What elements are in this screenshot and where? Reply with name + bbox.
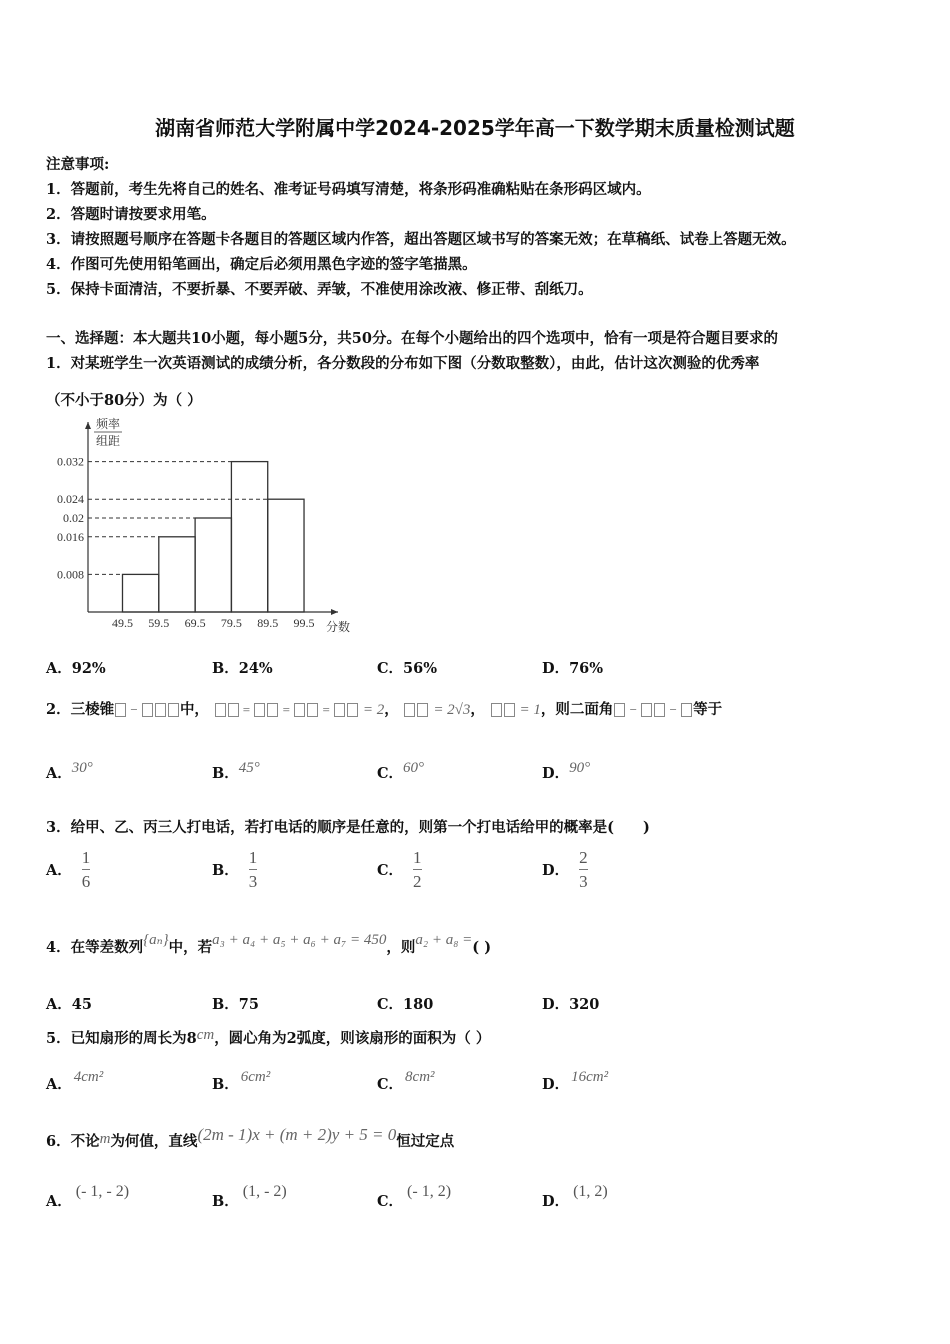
q5-option-a[interactable]: A． 4cm² [46,1069,104,1093]
q4-option-c[interactable]: C．180 [377,996,434,1013]
question-5-stem: 5．已知扇形的周长为8cm，圆心角为2弧度，则该扇形的面积为（ ） [46,1027,491,1047]
histogram-bar [195,518,231,612]
q2-option-d[interactable]: D．90° [542,760,591,782]
x-tick-label: 99.5 [293,616,315,630]
question-6-stem: 6．不论m为何值，直线(2m - 1)x + (m + 2)y + 5 = 0恒过定点 [46,1125,455,1150]
x-tick-label: 49.5 [111,616,133,630]
question-2-stem: 2．三棱锥 − 中， = = = = 2， = 2√3， = 1，则二面角 − − 等于 [46,701,723,718]
y-axis-arrow [85,422,91,429]
q3-option-b[interactable]: B． $\frac{1}{3}$ [212,848,258,891]
q2-option-c[interactable]: C．60° [377,760,425,782]
q4-option-b[interactable]: B．75 [212,996,259,1013]
y-tick-label: 0.032 [57,454,84,469]
q3-option-a[interactable]: A． $\frac{1}{6}$ [46,848,91,891]
x-axis-label: 分数 [326,620,350,634]
y-axis-label: 组距 [96,434,121,448]
notice-item: 4．作图可先使用铅笔画出，确定后必须用黑色字迹的签字笔描黑。 [46,256,477,273]
notice-item: 3．请按照题号顺序在答题卡各题目的答题区域内作答，超出答题区域书写的答案无效；在草稿纸、试卷上答题无效。 [46,231,796,248]
histogram-bar [159,537,195,612]
q1-option-d[interactable]: D．76% [542,660,604,677]
q5-option-b[interactable]: B． 6cm² [212,1069,271,1093]
y-tick-label: 0.02 [63,511,84,525]
q3-option-c[interactable]: C． $\frac{1}{2}$ [377,848,422,891]
q1-option-a[interactable]: A．92% [46,660,106,677]
y-tick-label: 0.024 [57,492,84,507]
q4-option-d[interactable]: D．320 [542,996,600,1013]
q5-option-d[interactable]: D． 16cm² [542,1069,609,1093]
histogram-bar [268,499,304,612]
page-title: 湖南省师范大学附属中学2024-2025学年高一下数学期末质量检测试题 [155,116,795,140]
q6-option-d[interactable]: D．(1, 2) [542,1183,608,1210]
x-tick-label: 59.5 [148,616,170,630]
q6-option-b[interactable]: B．(1, - 2) [212,1183,287,1210]
q2-eq2: = 2√3 [433,702,471,718]
q1-option-b[interactable]: B．24% [212,660,273,677]
question-3-stem: 3．给甲、乙、丙三人打电话，若打电话的顺序是任意的，则第一个打电话给甲的概率是( ) [46,819,650,836]
q3-option-d[interactable]: D． $\frac{2}{3}$ [542,848,588,891]
x-tick-label: 69.5 [184,616,206,630]
notice-item: 2．答题时请按要求用笔。 [46,206,216,223]
q6-option-c[interactable]: C．(- 1, 2) [377,1183,452,1210]
x-axis-arrow [331,609,338,615]
notice-item: 5．保持卡面清洁，不要折暴、不要弄破、弄皱，不准使用涂改液、修正带、刮纸刀。 [46,281,593,298]
histogram-bar [231,462,267,612]
question-4-stem: 4．在等差数列{aₙ}中，若a₃ + a₄ + a₅ + a₆ + a₇ = 450，则a₂ + a₈ =( ) [46,932,492,956]
q4-option-a[interactable]: A．45 [46,996,92,1013]
notice-heading: 注意事项: [46,156,110,173]
y-tick-label: 0.016 [57,529,84,544]
q2-option-b[interactable]: B．45° [212,760,260,782]
x-tick-label: 79.5 [220,616,242,630]
question-1-stem-cont: （不小于80分）为（ ） [46,392,202,409]
histogram-bar [122,574,158,612]
y-axis-label: 频率 [96,417,121,431]
notice-item: 1．答题前，考生先将自己的姓名、准考证号码填写清楚，将条形码准确粘贴在条形码区域内。 [46,181,651,198]
q2-option-a[interactable]: A．30° [46,760,93,782]
question-1-stem: 1．对某班学生一次英语测试的成绩分析，各分数段的分布如下图（分数取整数），由此，估计这次测验的优秀率 [46,355,760,372]
section-heading: 一、选择题：本大题共10小题，每小题5分，共50分。在每个小题给出的四个选项中，恰有一项是符合题目要求的 [46,330,778,347]
y-tick-label: 0.008 [57,567,84,582]
histogram-chart [40,414,350,639]
q5-option-c[interactable]: C． 8cm² [377,1069,435,1093]
q6-option-a[interactable]: A．(- 1, - 2) [46,1183,130,1210]
q2-eq3: = 1 [519,702,541,718]
q1-option-c[interactable]: C．56% [377,660,437,677]
x-tick-label: 89.5 [257,616,279,630]
